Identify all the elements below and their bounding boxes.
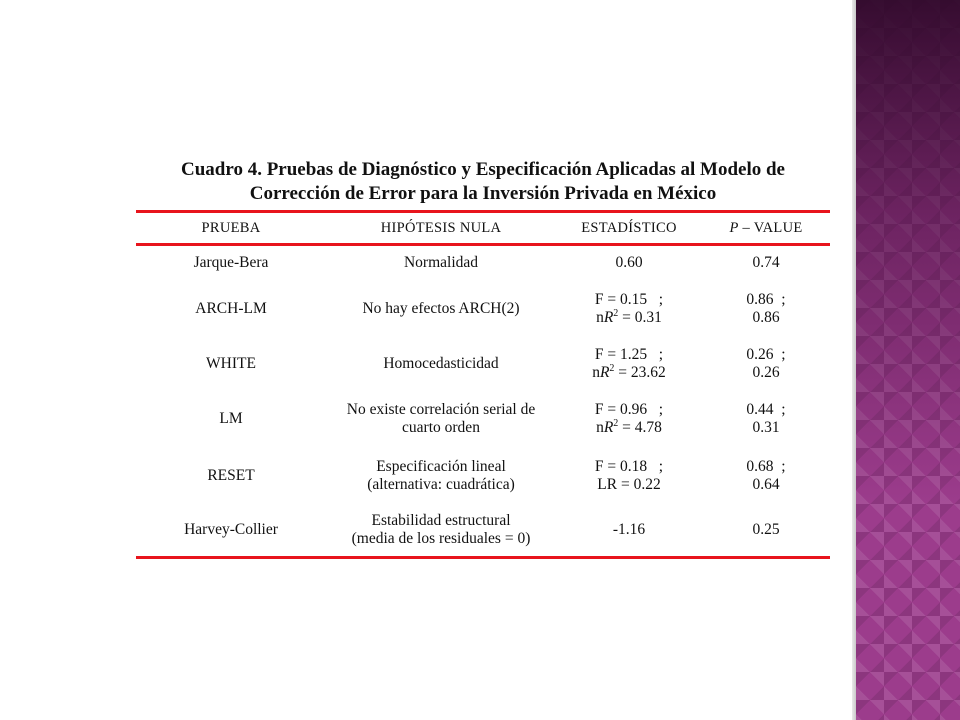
- hipotesis-line: Homocedasticidad: [383, 355, 499, 372]
- estadistico-line: [556, 458, 702, 476]
- estadistico-line: [556, 419, 702, 437]
- cell-pvalue: [702, 254, 830, 272]
- bottom-rule: [136, 556, 830, 559]
- stat-value: 0.60: [615, 254, 643, 271]
- table-title: [136, 158, 830, 206]
- pvalue-line: 0.25: [752, 521, 780, 538]
- cell-estadistico: [556, 254, 702, 272]
- stat-value: -1.16: [612, 521, 646, 538]
- stat-n: n: [592, 364, 600, 381]
- cell-hipotesis: [326, 300, 556, 318]
- cell-estadistico: [556, 401, 702, 437]
- cell-pvalue: [702, 521, 830, 539]
- cell-estadistico: [556, 291, 702, 327]
- stat-value: F = 0.18 ;: [594, 458, 664, 475]
- stat-r: R: [603, 309, 614, 326]
- table-row: [136, 246, 830, 280]
- cell-hipotesis: [326, 401, 556, 437]
- cell-prueba: Harvey-Collier: [184, 521, 278, 538]
- stat-superscript: 2: [613, 417, 619, 429]
- stat-r: R: [599, 364, 610, 381]
- cell-prueba: Jarque-Bera: [193, 254, 269, 271]
- pvalue-line: 0.26 ;: [746, 346, 786, 363]
- stat-value: F = 0.96 ;: [594, 401, 664, 418]
- cell-hipotesis: [326, 254, 556, 272]
- pvalue-line: 0.44 ;: [746, 401, 786, 418]
- cell-prueba: ARCH-LM: [195, 300, 267, 317]
- stat-value-rest: = 0.31: [618, 309, 662, 326]
- cell-hipotesis: [326, 458, 556, 494]
- stat-value-rest: = 23.62: [614, 364, 666, 381]
- cell-prueba: WHITE: [206, 355, 256, 372]
- hipotesis-line: No existe correlación serial de: [346, 401, 536, 418]
- pvalue-line: 0.31: [752, 419, 780, 436]
- table-row: [136, 280, 830, 338]
- table-figure: [136, 150, 830, 560]
- estadistico-line: [556, 346, 702, 364]
- table-row: [136, 448, 830, 504]
- cell-pvalue: [702, 346, 830, 382]
- hipotesis-line: (alternativa: cuadrática): [367, 476, 515, 493]
- cell-pvalue: [702, 458, 830, 494]
- cell-estadistico: [556, 521, 702, 539]
- header-pvalue: [702, 220, 830, 237]
- stat-value: F = 0.15 ;: [594, 291, 664, 308]
- cell-hipotesis: [326, 512, 556, 548]
- estadistico-line: [556, 476, 702, 494]
- stat-superscript: 2: [609, 362, 615, 374]
- stat-n: n: [596, 309, 604, 326]
- cell-hipotesis: [326, 355, 556, 373]
- estadistico-line: [556, 364, 702, 382]
- pvalue-line: 0.86 ;: [746, 291, 786, 308]
- hipotesis-line: Especificación lineal: [376, 458, 506, 475]
- cell-estadistico: [556, 458, 702, 494]
- estadistico-line: [556, 309, 702, 327]
- estadistico-line: [556, 521, 702, 539]
- table-row: [136, 504, 830, 556]
- estadistico-line: [556, 401, 702, 419]
- hipotesis-line: Normalidad: [403, 254, 479, 271]
- pvalue-line: 0.74: [752, 254, 780, 271]
- header-estadistico: ESTADÍSTICO: [581, 219, 677, 236]
- hipotesis-line: (media de los residuales = 0): [351, 530, 531, 547]
- header-prueba: PRUEBA: [201, 219, 261, 236]
- cell-prueba: LM: [219, 410, 243, 427]
- table-title-line-2: Corrección de Error para la Inversión Privada en México: [249, 183, 717, 204]
- cell-pvalue: [702, 291, 830, 327]
- cell-pvalue: [702, 401, 830, 437]
- pvalue-line: 0.86: [752, 309, 780, 326]
- pvalue-line: 0.64: [752, 476, 780, 493]
- stat-r: R: [603, 419, 614, 436]
- hipotesis-line: cuarto orden: [402, 419, 480, 436]
- header-pvalue-rest: – VALUE: [738, 219, 803, 236]
- table-title-line-1: Cuadro 4. Pruebas de Diagnóstico y Especificación Aplicadas al Modelo de: [181, 159, 785, 180]
- stat-n: n: [596, 419, 604, 436]
- header-hipotesis: HIPÓTESIS NULA: [380, 219, 502, 236]
- pvalue-line: 0.68 ;: [746, 458, 786, 475]
- pvalue-line: 0.26: [752, 364, 780, 381]
- header-pvalue-p: P: [729, 219, 739, 236]
- table-row: [136, 338, 830, 390]
- table-body: [136, 246, 830, 556]
- table-row: [136, 390, 830, 448]
- estadistico-line: [556, 254, 702, 272]
- hipotesis-line: No hay efectos ARCH(2): [362, 300, 520, 317]
- table-header-row: [136, 213, 830, 243]
- stat-superscript: 2: [613, 307, 619, 319]
- estadistico-line: [556, 291, 702, 309]
- cell-prueba: RESET: [207, 467, 255, 484]
- hipotesis-line: Estabilidad estructural: [371, 512, 511, 529]
- stat-value: LR = 0.22: [597, 476, 661, 493]
- stat-value-rest: = 4.78: [618, 419, 662, 436]
- cell-estadistico: [556, 346, 702, 382]
- stat-value: F = 1.25 ;: [594, 346, 664, 363]
- decorative-side-panel: [856, 0, 960, 720]
